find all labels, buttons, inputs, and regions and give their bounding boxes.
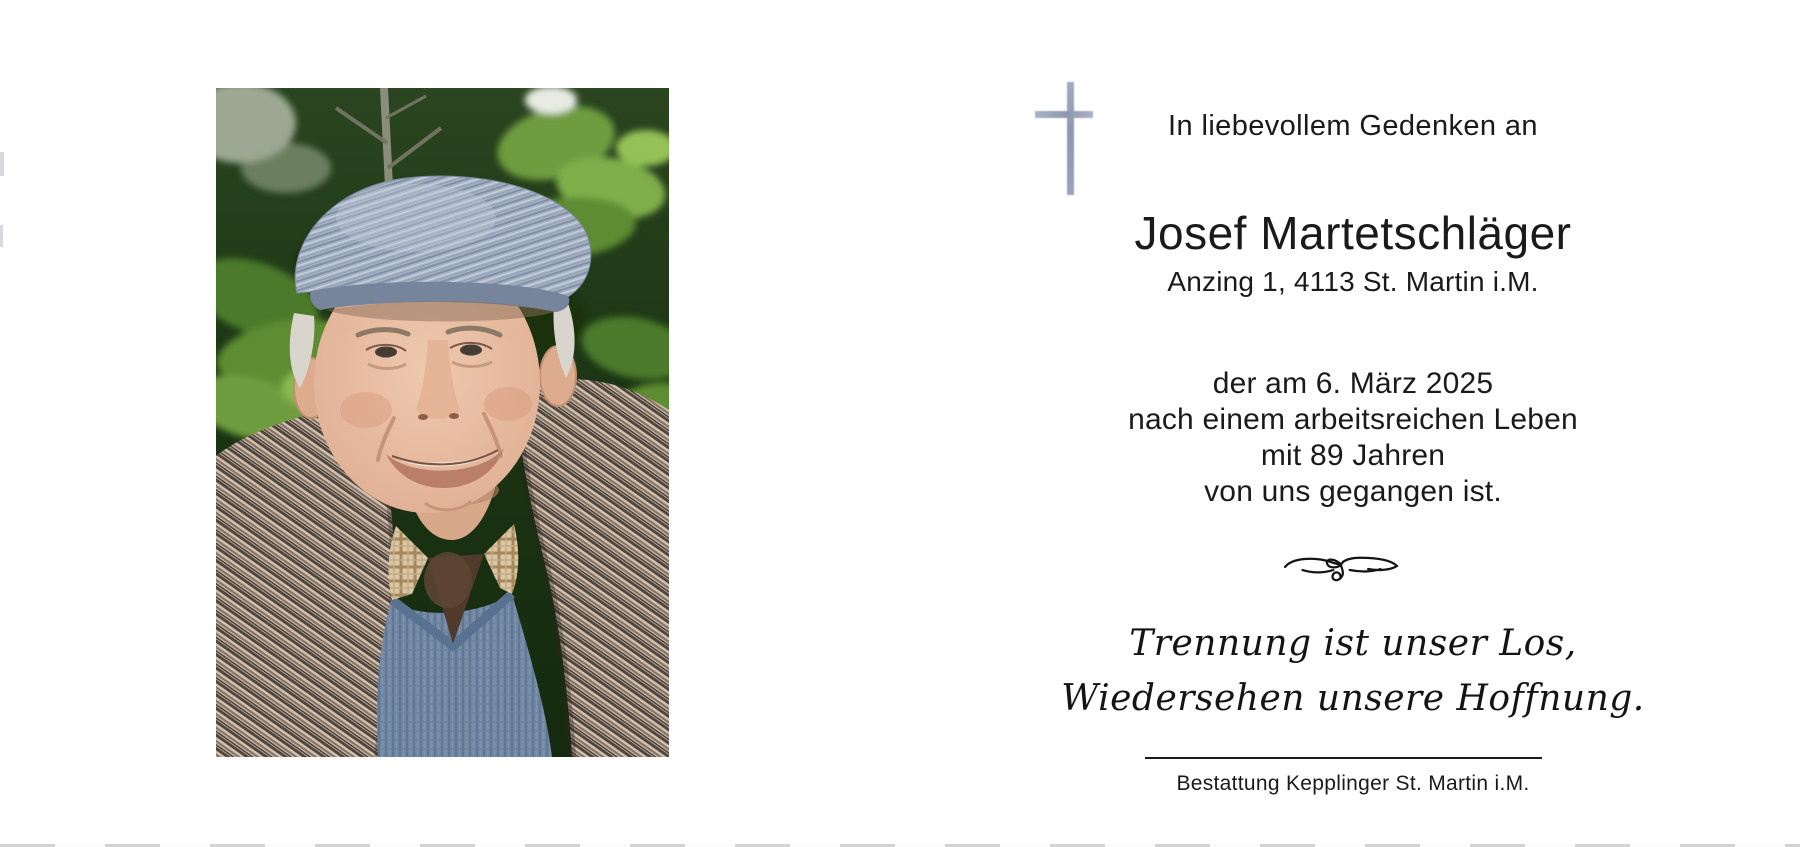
scan-speck bbox=[0, 225, 3, 247]
deceased-name: Josef Martetschläger bbox=[1134, 207, 1572, 259]
portrait-photo bbox=[216, 88, 669, 757]
scan-speck bbox=[0, 152, 4, 176]
address-line: Anzing 1, 4113 St. Martin i.M. bbox=[1167, 266, 1539, 297]
verse-line: Wiedersehen unsere Hoffnung. bbox=[1061, 678, 1645, 719]
death-line: mit 89 Jahren bbox=[1260, 439, 1446, 472]
funeral-home-line: Bestattung Kepplinger St. Martin i.M. bbox=[1176, 772, 1530, 795]
divider-line bbox=[1145, 757, 1542, 759]
flourish-ornament bbox=[1282, 549, 1400, 589]
death-line: der am 6. März 2025 bbox=[1212, 367, 1494, 400]
verse bbox=[903, 616, 1800, 726]
death-line: von uns gegangen ist. bbox=[1204, 475, 1502, 508]
verse-line: Trennung ist unser Los, bbox=[1129, 623, 1577, 664]
death-line: nach einem arbeitsreichen Leben bbox=[1128, 403, 1578, 436]
memorial-line: In liebevollem Gedenken an bbox=[1168, 110, 1538, 142]
death-notice bbox=[903, 366, 1800, 510]
portrait-illustration bbox=[216, 88, 669, 757]
